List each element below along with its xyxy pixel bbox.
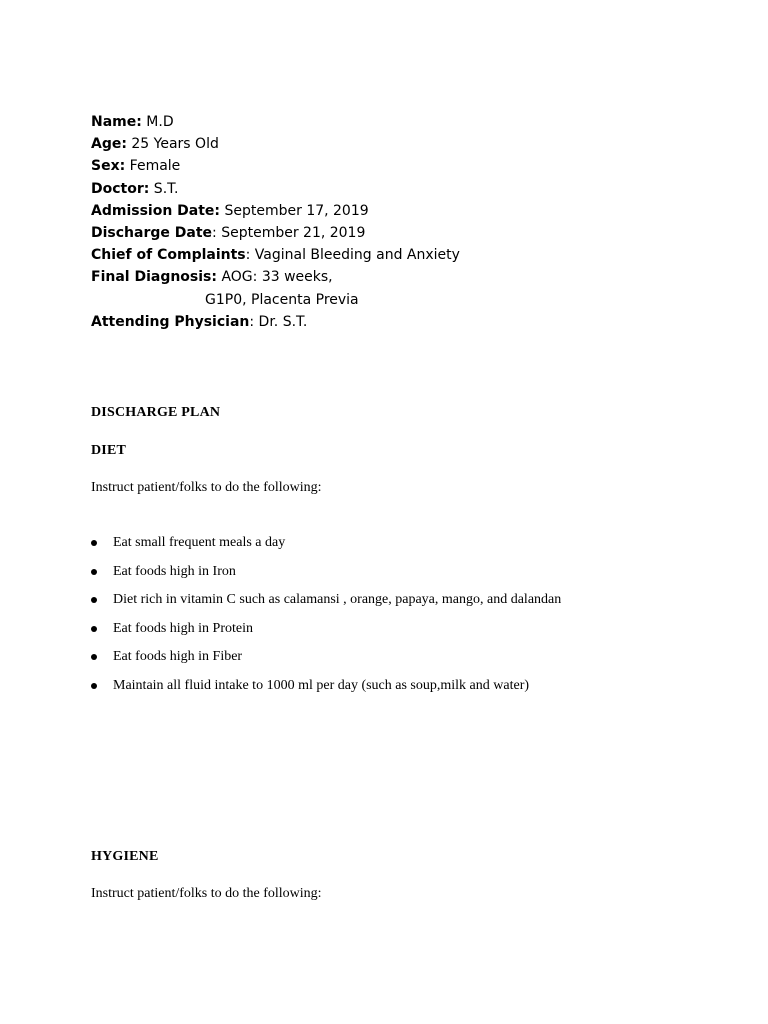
discharge-date-line — [91, 222, 460, 244]
complaints-value: : Vaginal Bleeding and Anxiety — [245, 247, 460, 264]
list-item-text: Eat foods high in Fiber — [113, 649, 243, 664]
diet-heading: DIET — [91, 443, 127, 458]
diagnosis-value-1: AOG: 33 weeks, — [217, 269, 333, 286]
list-item — [91, 534, 561, 563]
name-label: Name: — [91, 114, 142, 130]
bullet-icon — [91, 626, 97, 632]
admission-date-label: Admission Date: — [91, 202, 221, 219]
list-item-text: Maintain all fluid intake to 1000 ml per day (such as soup,milk and water) — [113, 677, 530, 693]
diagnosis-value-2: G1P0, Placenta Previa — [205, 291, 359, 308]
discharge-date-value: : September 21, 2019 — [212, 224, 366, 241]
bullet-icon — [91, 597, 97, 603]
physician-line — [91, 311, 460, 333]
diagnosis-line — [91, 266, 460, 288]
discharge-plan-heading: DISCHARGE PLAN — [91, 405, 221, 420]
physician-label: Attending Physician — [91, 313, 250, 330]
hygiene-instruction: Instruct patient/folks to do the following: — [91, 886, 322, 901]
doctor-line — [91, 178, 460, 200]
list-item-text: Eat foods high in Protein — [113, 620, 253, 636]
list-item — [91, 677, 561, 706]
hygiene-heading: HYGIENE — [91, 849, 159, 864]
list-item — [91, 620, 561, 649]
name-line — [91, 111, 460, 133]
bullet-icon — [91, 683, 97, 689]
doctor-label: Doctor: — [91, 180, 150, 197]
doctor-value: S.T. — [149, 180, 179, 197]
list-item — [91, 591, 561, 620]
bullet-icon — [91, 569, 97, 575]
discharge-date-label: Discharge Date — [91, 224, 213, 241]
admission-date-line — [91, 200, 460, 222]
age-label: Age: — [91, 136, 127, 153]
list-item — [91, 563, 561, 592]
list-item — [91, 648, 561, 677]
diagnosis-label: Final Diagnosis: — [91, 269, 217, 286]
sex-value: Female — [125, 158, 181, 175]
name-value: M.D — [141, 114, 174, 130]
age-value: 25 Years Old — [126, 136, 219, 153]
list-item-text: Eat foods high in Iron — [113, 563, 236, 579]
diet-instruction: Instruct patient/folks to do the following: — [91, 480, 322, 495]
list-item-text: Eat small frequent meals a day — [113, 535, 286, 550]
complaints-line — [91, 244, 460, 266]
physician-value: : Dr. S.T. — [249, 313, 308, 330]
sex-line — [91, 155, 460, 177]
sex-label: Sex: — [91, 158, 126, 175]
bullet-icon — [91, 654, 97, 660]
age-line — [91, 133, 460, 155]
list-item-text: Diet rich in vitamin C such as calamansi , orange, papaya, mango, and dalandan — [113, 592, 562, 607]
diet-list — [91, 534, 561, 705]
diagnosis-continuation-line — [91, 289, 460, 311]
complaints-label: Chief of Complaints — [91, 247, 246, 264]
patient-info — [91, 111, 460, 333]
admission-date-value: September 17, 2019 — [220, 202, 369, 219]
bullet-icon — [91, 540, 97, 546]
